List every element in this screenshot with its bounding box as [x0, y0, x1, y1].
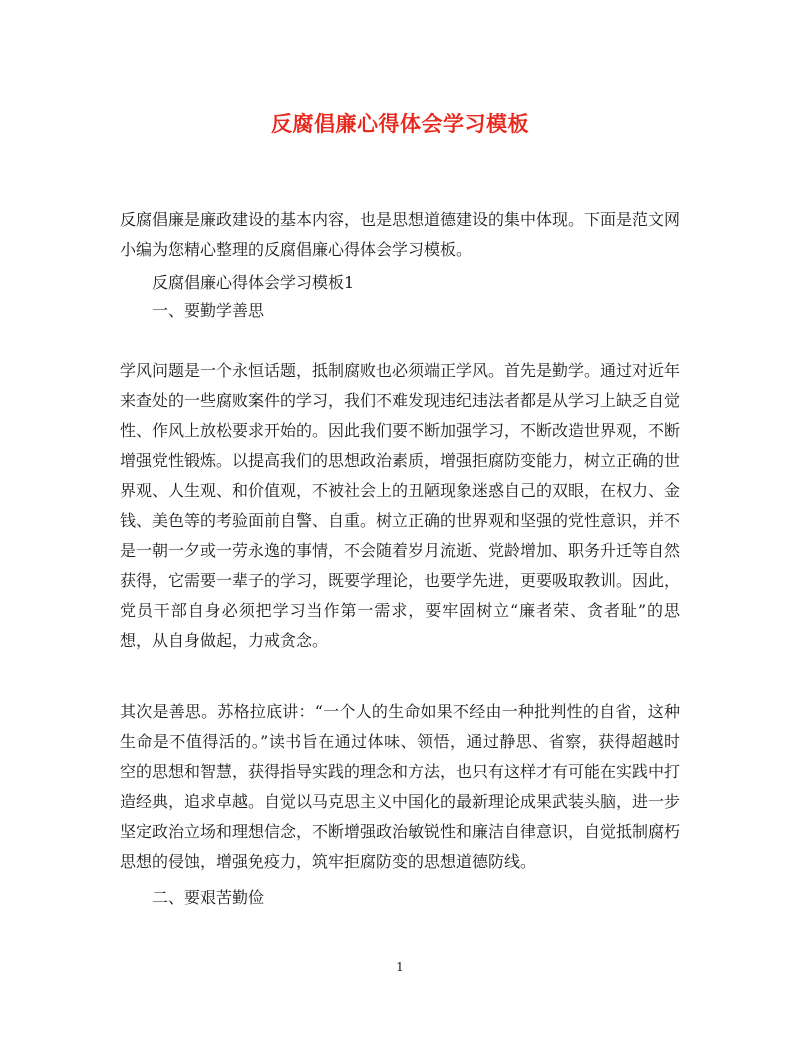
document-title: 反腐倡廉心得体会学习模板 — [271, 111, 529, 136]
heading-hard-work-and-thrift: 二、要艰苦勤俭 — [152, 888, 265, 907]
section-title: 反腐倡廉心得体会学习模板1 — [152, 273, 355, 292]
page-number: 1 — [396, 960, 404, 974]
heading-study-and-think: 一、要勤学善思 — [152, 301, 265, 320]
paragraph-diligent-study: 学风问题是一个永恒话题，抵制腐败也必须端正学风。首先是勤学。通过对近年来查处的一些腐败案件的学习，我们不难发现违纪违法者都是从学习上缺乏自觉性、作风上放松要求开始的。因此我们要不断加强学习，不断改造世界观，不断增强党性锻炼。以提高我们的思想政治素质，增强拒腐防变能力，树立正确的世界观、人生观、和价值观，不被社会上的丑陋现象迷惑自己的双眼，在权力、金钱、美色等的考验面前自警、自重。树立正确的世界观和坚强的党性意识，并不是一朝一夕或一劳永逸的事情，不会随着岁月流逝、党龄增加、职务升迁等自然获得，它需要一辈子的学习，既要学理论，也要学先进，更要吸取教训。因此，党员干部自身必须把学习当作第一需求，要牢固树立“廉者荣、贪者耻”的思想，从自身做起，力戒贪念。 — [120, 361, 681, 650]
intro-paragraph: 反腐倡廉是廉政建设的基本内容，也是思想道德建设的集中体现。下面是范文网小编为您精心整理的反腐倡廉心得体会学习模板。 — [120, 210, 681, 259]
paragraph-good-thinking: 其次是善思。苏格拉底讲：“一个人的生命如果不经由一种批判性的自省，这种生命是不值得活的。”读书旨在通过体味、领悟，通过静思、省察，获得超越时空的思想和智慧，获得指导实践的理念和方法，也只有这样才有可能在实践中打造经典，追求卓越。自觉以马克思主义中国化的最新理论成果武装头脑，进一步坚定政治立场和理想信念，不断增强政治敏锐性和廉洁自律意识，自觉抵制腐朽思想的侵蚀，增强免疫力，筑牢拒腐防变的思想道德防线。 — [120, 702, 681, 871]
